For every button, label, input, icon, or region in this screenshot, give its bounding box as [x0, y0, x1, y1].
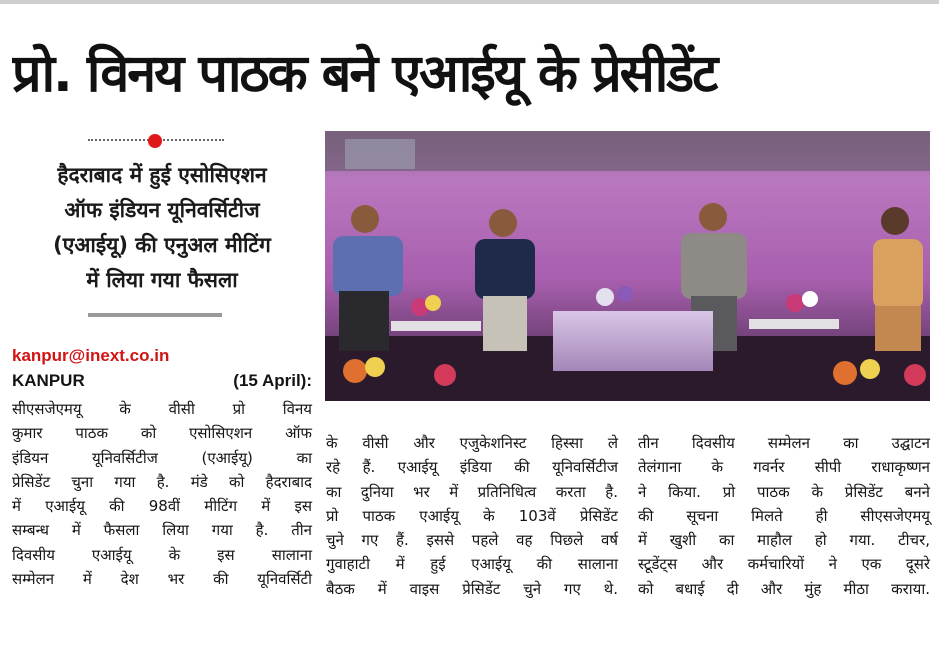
top-rule [0, 0, 939, 4]
article-column-3 [638, 431, 930, 601]
centre-table [553, 311, 713, 371]
column-line: प्रो पाठक एआईयू के 103वें प्रेसिडेंट [326, 506, 618, 525]
subheadline-rule [88, 313, 222, 317]
headline: प्रो. विनय पाठक बने एआईयू के प्रेसीडेंट [12, 44, 717, 104]
column-line: में खुशी का माहौल हो गया. टीचर, [638, 531, 930, 550]
column-line: सम्मेलन में देश भर की यूनिवर्सिटी [12, 570, 312, 589]
dateline [12, 371, 312, 391]
column-line: के वीसी और एजुकेशनिस्ट हिस्सा ले [326, 434, 618, 452]
column-line: ने किया. प्रो पाठक के प्रेसिडेंट बनने [638, 482, 930, 501]
subheadline [14, 158, 310, 298]
column-line: स्टूडेंट्स और कर्मचारियों ने एक दूसरे [638, 555, 930, 574]
ornament-red-dot [148, 134, 162, 148]
column-line: इंडियन यूनिवर्सिटीज (एआईयू) का [12, 448, 312, 467]
dateline-city: KANPUR [12, 371, 85, 390]
column-line: गुवाहाटी में हुई एआईयू की सालाना [326, 555, 618, 574]
news-photo [325, 131, 930, 401]
side-table-right [749, 319, 839, 329]
subheadline-line: हैदराबाद में हुई एसोसिएशन [57, 163, 267, 187]
byline-email-link[interactable]: kanpur@inext.co.in [12, 346, 170, 365]
screen-detail [345, 139, 415, 169]
dateline-date: (15 April): [233, 371, 312, 390]
column-line: सम्बन्ध में फैसला लिया गया है. तीन [12, 521, 312, 540]
column-line: चुने गए हैं. इससे पहले वह पिछले वर्ष [326, 531, 618, 550]
article-column-1 [12, 397, 312, 591]
backdrop-screen [325, 131, 930, 171]
column-line: कुमार पाठक को एसोसिएशन ऑफ [12, 424, 312, 443]
column-line: की सूचना मिलते ही सीएसजेएमयू [638, 506, 930, 525]
headline-ornament [88, 134, 224, 146]
column-line: दिवसीय एआईयू के इस सालाना [12, 545, 312, 564]
column-line: बैठक में वाइस प्रेसिडेंट चुने गए थे. [326, 579, 618, 598]
side-table-left [391, 321, 481, 331]
subheadline-line: में लिया गया फैसला [86, 268, 238, 292]
article-column-2 [326, 431, 618, 601]
column-line: में एआईयू की 98वीं मीटिंग में इस [12, 497, 312, 516]
column-line: तेलंगाना के गवर्नर सीपी राधाकृष्णन [638, 458, 930, 477]
column-line: सीएसजेएमयू के वीसी प्रो विनय [12, 400, 312, 418]
subheadline-line: ऑफ इंडियन यूनिवर्सिटीज [64, 198, 260, 222]
column-line: का दुनिया भर में प्रतिनिधित्व करता है. [326, 482, 618, 501]
column-line: प्रेसिडेंट चुना गया है. मंडे को हैदराबाद [12, 472, 312, 491]
column-line: को बधाई दी और मुंह मीठा कराया. [638, 579, 930, 598]
column-line: रहे हैं. एआईयू इंडिया की यूनिवर्सिटीज [326, 458, 618, 477]
subheadline-line: (एआईयू) की एनुअल मीटिंग [53, 233, 271, 257]
news-photo-illustration [325, 131, 930, 401]
column-line: तीन दिवसीय सम्मेलन का उद्घाटन [638, 434, 930, 452]
